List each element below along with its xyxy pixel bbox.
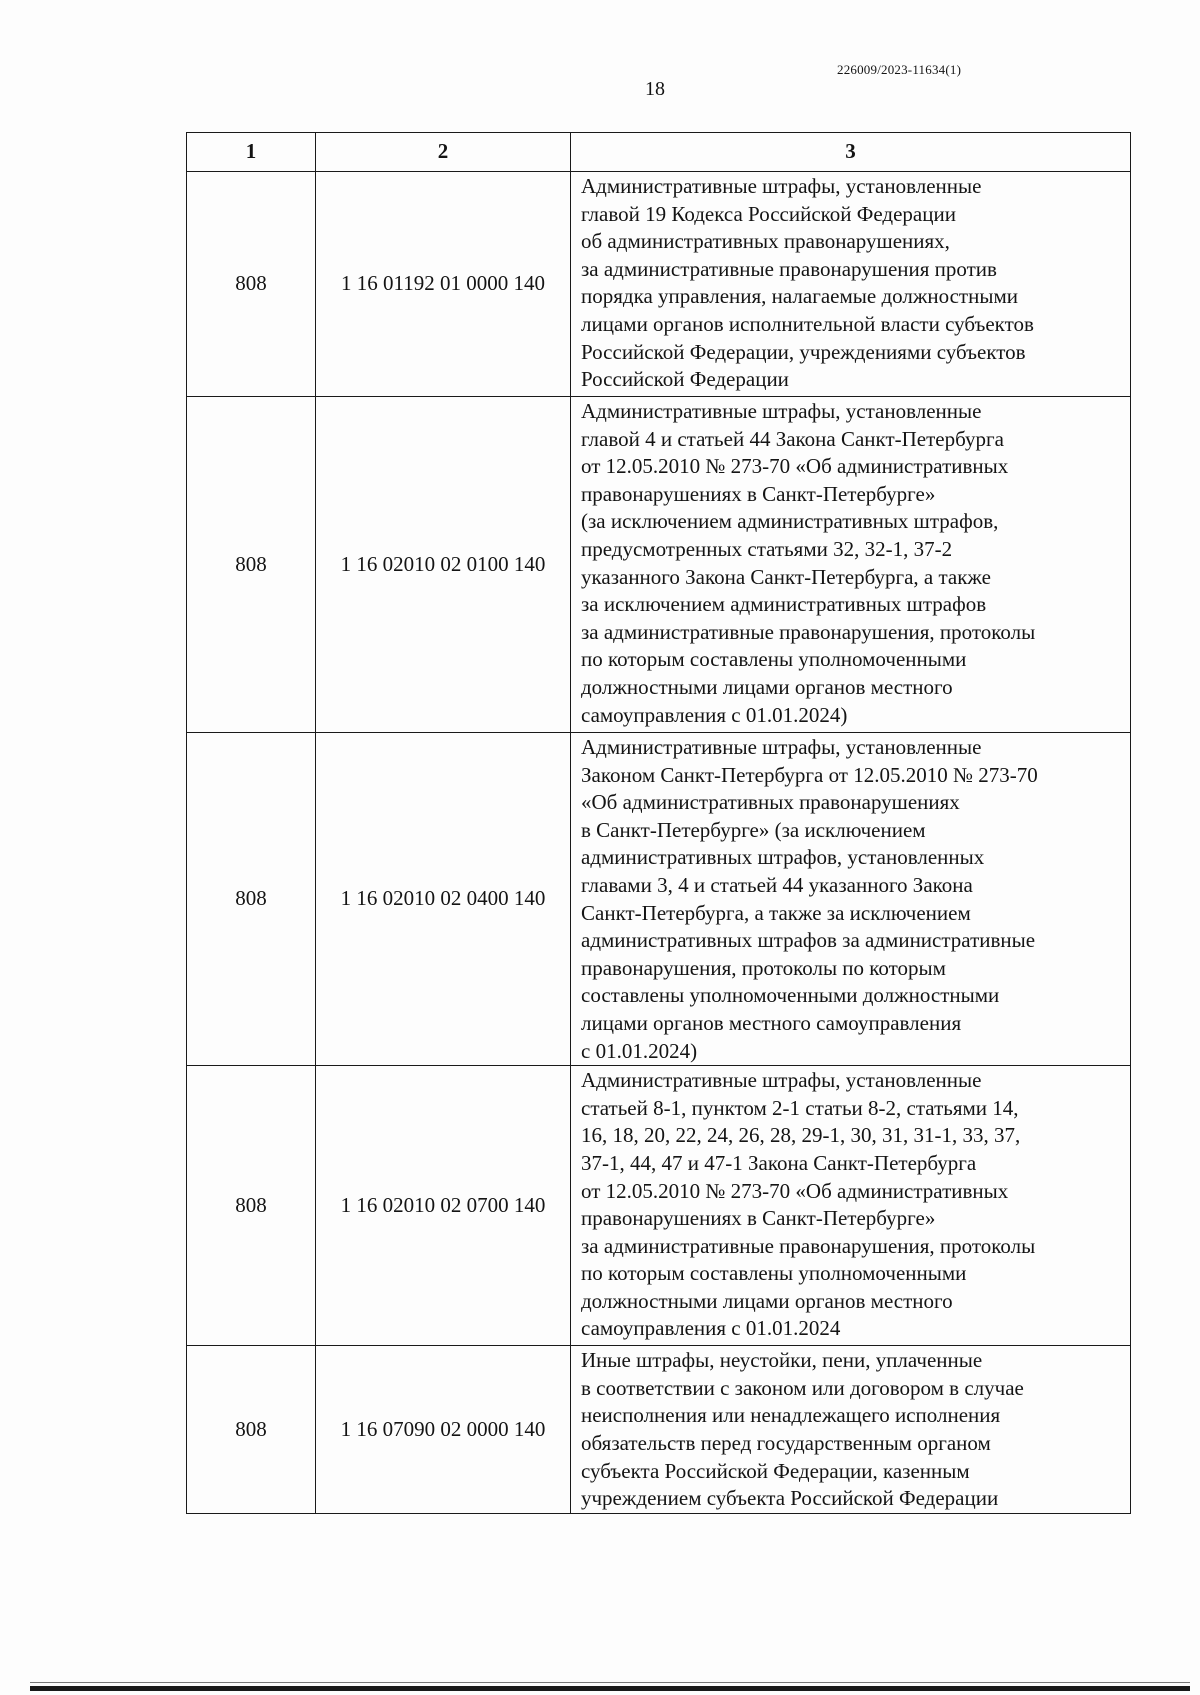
description-line: Санкт-Петербурга, а также за исключением xyxy=(581,900,971,925)
description-line: статьей 8-1, пунктом 2-1 статьи 8-2, статьями 14, xyxy=(581,1095,1019,1120)
description-line: обязательств перед государственным органом xyxy=(581,1430,991,1455)
description-line: правонарушениях в Санкт-Петербурге» xyxy=(581,1206,936,1231)
admin-code-cell: 808 xyxy=(187,397,316,733)
description-line: субъекта Российской Федерации, казенным xyxy=(581,1458,970,1483)
table-row xyxy=(187,733,1131,1066)
scan-bottom-edge xyxy=(30,1686,1190,1691)
description-line: за административные правонарушения, протоколы xyxy=(581,1233,1036,1258)
description-cell xyxy=(571,1346,1131,1514)
description-line: «Об административных правонарушениях xyxy=(581,790,960,815)
description-line: административных штрафов, установленных xyxy=(581,845,985,870)
document-registration-number: 226009/2023-11634(1) xyxy=(837,62,962,77)
description-line: Российской Федерации xyxy=(581,367,789,392)
table-row xyxy=(187,397,1131,733)
description-line: порядка управления, налагаемые должностными xyxy=(581,284,1018,309)
description-line: Административные штрафы, установленные xyxy=(581,399,982,423)
admin-code-cell: 808 xyxy=(187,1066,316,1346)
description-line: Российской Федерации, учреждениями субъектов xyxy=(581,339,1026,364)
description-line: по которым составлены уполномоченными xyxy=(581,647,967,672)
description-line: самоуправления с 01.01.2024 xyxy=(581,1316,841,1341)
kbk-code-cell: 1 16 01192 01 0000 140 xyxy=(316,172,571,397)
description-line: за административные правонарушения, протоколы xyxy=(581,619,1036,644)
column-header-1: 1 xyxy=(187,133,316,172)
description-cell xyxy=(571,733,1131,1066)
description-line: учреждением субъекта Российской Федерации xyxy=(581,1486,999,1511)
description-line: в Санкт-Петербурге» (за исключением xyxy=(581,817,926,842)
description-line: главой 19 Кодекса Российской Федерации xyxy=(581,201,956,226)
description-line: за исключением административных штрафов xyxy=(581,592,987,617)
description-line: указанного Закона Санкт-Петербурга, а также xyxy=(581,564,991,589)
description-line: правонарушения, протоколы по которым xyxy=(581,955,946,980)
kbk-code-cell: 1 16 02010 02 0700 140 xyxy=(316,1066,571,1346)
admin-code-cell: 808 xyxy=(187,172,316,397)
description-line: самоуправления с 01.01.2024) xyxy=(581,702,848,727)
scan-edge-line xyxy=(30,1682,1190,1683)
page-number: 18 xyxy=(645,78,665,100)
description-line: неисполнения или ненадлежащего исполнения xyxy=(581,1403,1001,1428)
description-line: с 01.01.2024) xyxy=(581,1038,698,1063)
description-line: от 12.05.2010 № 273-70 «Об административных xyxy=(581,454,1009,479)
description-line: главами 3, 4 и статьей 44 указанного Закона xyxy=(581,872,973,897)
column-header-3: 3 xyxy=(571,133,1131,172)
description-cell xyxy=(571,172,1131,397)
table-header-row xyxy=(187,133,1131,172)
description-line: Административные штрафы, установленные xyxy=(581,174,982,198)
description-cell xyxy=(571,397,1131,733)
column-header-2: 2 xyxy=(316,133,571,172)
description-line: (за исключением административных штрафов, xyxy=(581,509,999,534)
description-line: Административные штрафы, установленные xyxy=(581,1068,982,1093)
kbk-code-cell: 1 16 02010 02 0100 140 xyxy=(316,397,571,733)
description-line: главой 4 и статьей 44 Закона Санкт-Петербурга xyxy=(581,426,1004,451)
description-line: составлены уполномоченными должностными xyxy=(581,983,1000,1008)
description-line: административных штрафов за административные xyxy=(581,928,1036,953)
description-line: 16, 18, 20, 22, 24, 26, 28, 29-1, 30, 31, 31-1, 33, 37, xyxy=(581,1123,1021,1148)
description-line: Административные штрафы, установленные xyxy=(581,735,982,759)
description-line: от 12.05.2010 № 273-70 «Об административных xyxy=(581,1178,1009,1203)
budget-codes-table xyxy=(186,132,1131,1514)
description-line: по которым составлены уполномоченными xyxy=(581,1261,967,1286)
description-line: правонарушениях в Санкт-Петербурге» xyxy=(581,481,936,506)
description-line: Законом Санкт-Петербурга от 12.05.2010 № 273-70 xyxy=(581,762,1038,787)
description-line: Иные штрафы, неустойки, пени, уплаченные xyxy=(581,1348,983,1373)
kbk-code-cell: 1 16 02010 02 0400 140 xyxy=(316,733,571,1066)
table-row xyxy=(187,172,1131,397)
kbk-code-cell: 1 16 07090 02 0000 140 xyxy=(316,1346,571,1514)
table-row xyxy=(187,1066,1131,1346)
description-line: за административные правонарушения против xyxy=(581,256,997,281)
description-line: 37-1, 44, 47 и 47-1 Закона Санкт-Петербурга xyxy=(581,1150,977,1175)
description-cell xyxy=(571,1066,1131,1346)
description-line: лицами органов исполнительной власти субъектов xyxy=(581,311,1034,336)
description-line: в соответствии с законом или договором в случае xyxy=(581,1375,1024,1400)
admin-code-cell: 808 xyxy=(187,1346,316,1514)
description-line: лицами органов местного самоуправления xyxy=(581,1010,962,1035)
table-row xyxy=(187,1346,1131,1514)
description-line: об административных правонарушениях, xyxy=(581,229,950,254)
description-line: должностными лицами органов местного xyxy=(581,674,953,699)
description-line: предусмотренных статьями 32, 32-1, 37-2 xyxy=(581,536,953,561)
description-line: должностными лицами органов местного xyxy=(581,1288,953,1313)
admin-code-cell: 808 xyxy=(187,733,316,1066)
